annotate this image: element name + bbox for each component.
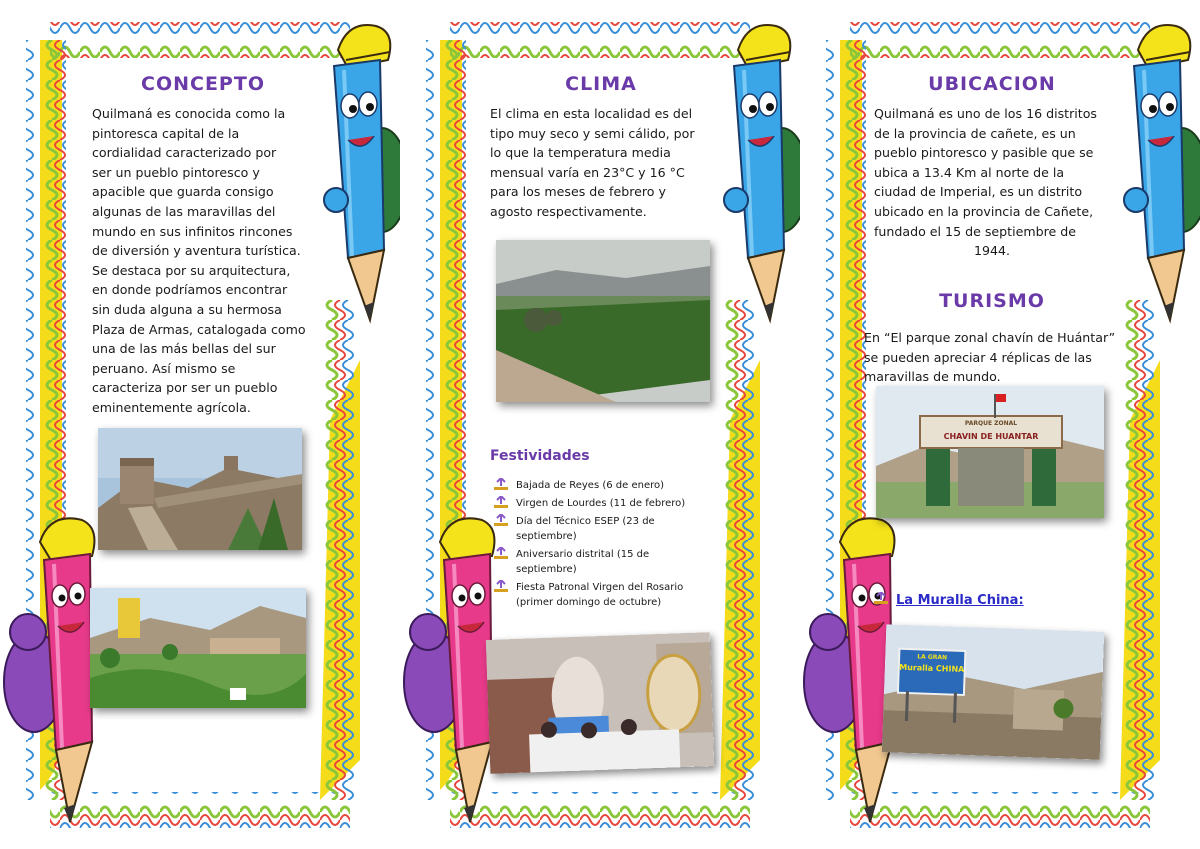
gate-sign: CHAVIN DE HUANTAR xyxy=(943,432,1039,441)
text-line: mundo en sus infinitos rincones xyxy=(92,223,293,239)
clima-text xyxy=(490,104,712,222)
arrow-bullet-icon xyxy=(494,514,508,528)
text-line: de la provincia de cañete, es un xyxy=(874,125,1076,141)
photo-muralla-entrance xyxy=(882,624,1104,760)
text-line: agosto respectivamente. xyxy=(490,203,647,219)
ubicacion-text xyxy=(874,104,1110,261)
text-line: de diversión y aventura turística. xyxy=(92,243,301,259)
text-line: Quilmaná es uno de los 16 distritos xyxy=(874,106,1097,121)
text-line: cordialidad caracterizado por xyxy=(92,145,277,161)
page-title: CLIMA xyxy=(565,73,637,95)
muralla-china-link[interactable]: La Muralla China: xyxy=(874,592,1024,608)
text-line: ubica a 13.4 Km al norte de la xyxy=(874,164,1065,180)
text-line: ciudad de Imperial, es un distrito xyxy=(874,184,1083,200)
panel-clima xyxy=(400,0,800,849)
arrow-bullet-icon xyxy=(494,478,508,492)
arrow-bullet-icon xyxy=(494,547,508,561)
list-item: Aniversario distrital (15 de septiembre) xyxy=(490,547,712,577)
text-line: fundado el 15 de septiembre de xyxy=(874,223,1076,239)
page-title: UBICACION xyxy=(928,73,1056,95)
text-line: peruano. Así mismo se xyxy=(92,360,236,376)
text-line: apacible que guarda consigo xyxy=(92,184,274,200)
photo-park-gardens xyxy=(90,588,306,708)
blue-pencil-mascot-icon xyxy=(318,20,400,330)
text-line: tipo muy seco y semi cálido, por xyxy=(490,125,695,141)
text-line: en donde podríamos encontrar xyxy=(92,282,288,298)
text-line: para los meses de febrero y xyxy=(490,184,666,200)
photo-fields-landscape xyxy=(496,240,710,402)
list-item: Fiesta Patronal Virgen del Rosario (primer domingo de octubre) xyxy=(490,580,712,610)
blue-pencil-mascot-icon xyxy=(1118,20,1200,330)
text-line: algunas de las maravillas del xyxy=(92,203,276,219)
text-line: Quilmaná es conocida como la xyxy=(92,106,286,121)
muralla-sign-top: LA GRAN xyxy=(917,653,948,662)
text-line: mensual varía en 23°C y 16 °C xyxy=(490,164,685,180)
text-line: El clima en esta localidad es del xyxy=(490,106,693,121)
photo-muralla-ruins xyxy=(98,428,302,550)
turismo-title: TURISMO xyxy=(939,290,1045,312)
text-line: Se destaca por su arquitectura, xyxy=(92,262,291,278)
arrow-bullet-icon xyxy=(494,496,508,510)
gate-sign-top: PARQUE ZONAL xyxy=(964,420,1018,427)
list-item: Día del Técnico ESEP (23 de septiembre) xyxy=(490,514,712,544)
text-line: sin duda alguna a su hermosa xyxy=(92,301,282,317)
text-line: pueblo pintoresco y pasible que se xyxy=(874,145,1094,161)
arrow-bullet-icon xyxy=(494,580,508,594)
text-line: se pueden apreciar 4 réplicas de las xyxy=(864,349,1092,365)
concepto-text xyxy=(92,104,314,418)
blue-pencil-mascot-icon xyxy=(718,20,800,330)
list-item: Virgen de Lourdes (11 de febrero) xyxy=(490,496,712,511)
text-line: pintoresca capital de la xyxy=(92,125,240,141)
panel-concepto xyxy=(0,0,400,849)
festividades-list xyxy=(490,478,712,613)
text-line: una de las más bellas del sur xyxy=(92,341,276,357)
panel-ubicacion xyxy=(800,0,1200,849)
photo-chavin-gate xyxy=(876,386,1104,518)
text-line: lo que la temperatura media xyxy=(490,145,671,161)
text-line: ubicado en la provincia de Cañete, xyxy=(874,203,1094,219)
turismo-text xyxy=(864,328,1124,387)
arrow-bullet-icon xyxy=(874,592,888,606)
text-line: En “El parque zonal chavín de Huántar” xyxy=(864,330,1116,345)
text-line: ser un pueblo pintoresco y xyxy=(92,164,260,180)
text-line: Plaza de Armas, catalogada como xyxy=(92,321,306,337)
festividades-title: Festividades xyxy=(490,448,590,464)
photo-procession xyxy=(486,632,715,774)
text-line: 1944. xyxy=(973,243,1011,259)
muralla-sign: Muralla CHINA xyxy=(899,662,965,674)
text-line: caracteriza por ser un pueblo xyxy=(92,380,278,396)
text-line: maravillas de mundo. xyxy=(864,369,1001,385)
list-item: Bajada de Reyes (6 de enero) xyxy=(490,478,712,493)
text-line: eminentemente agrícola. xyxy=(92,399,251,415)
page-title: CONCEPTO xyxy=(141,73,265,95)
